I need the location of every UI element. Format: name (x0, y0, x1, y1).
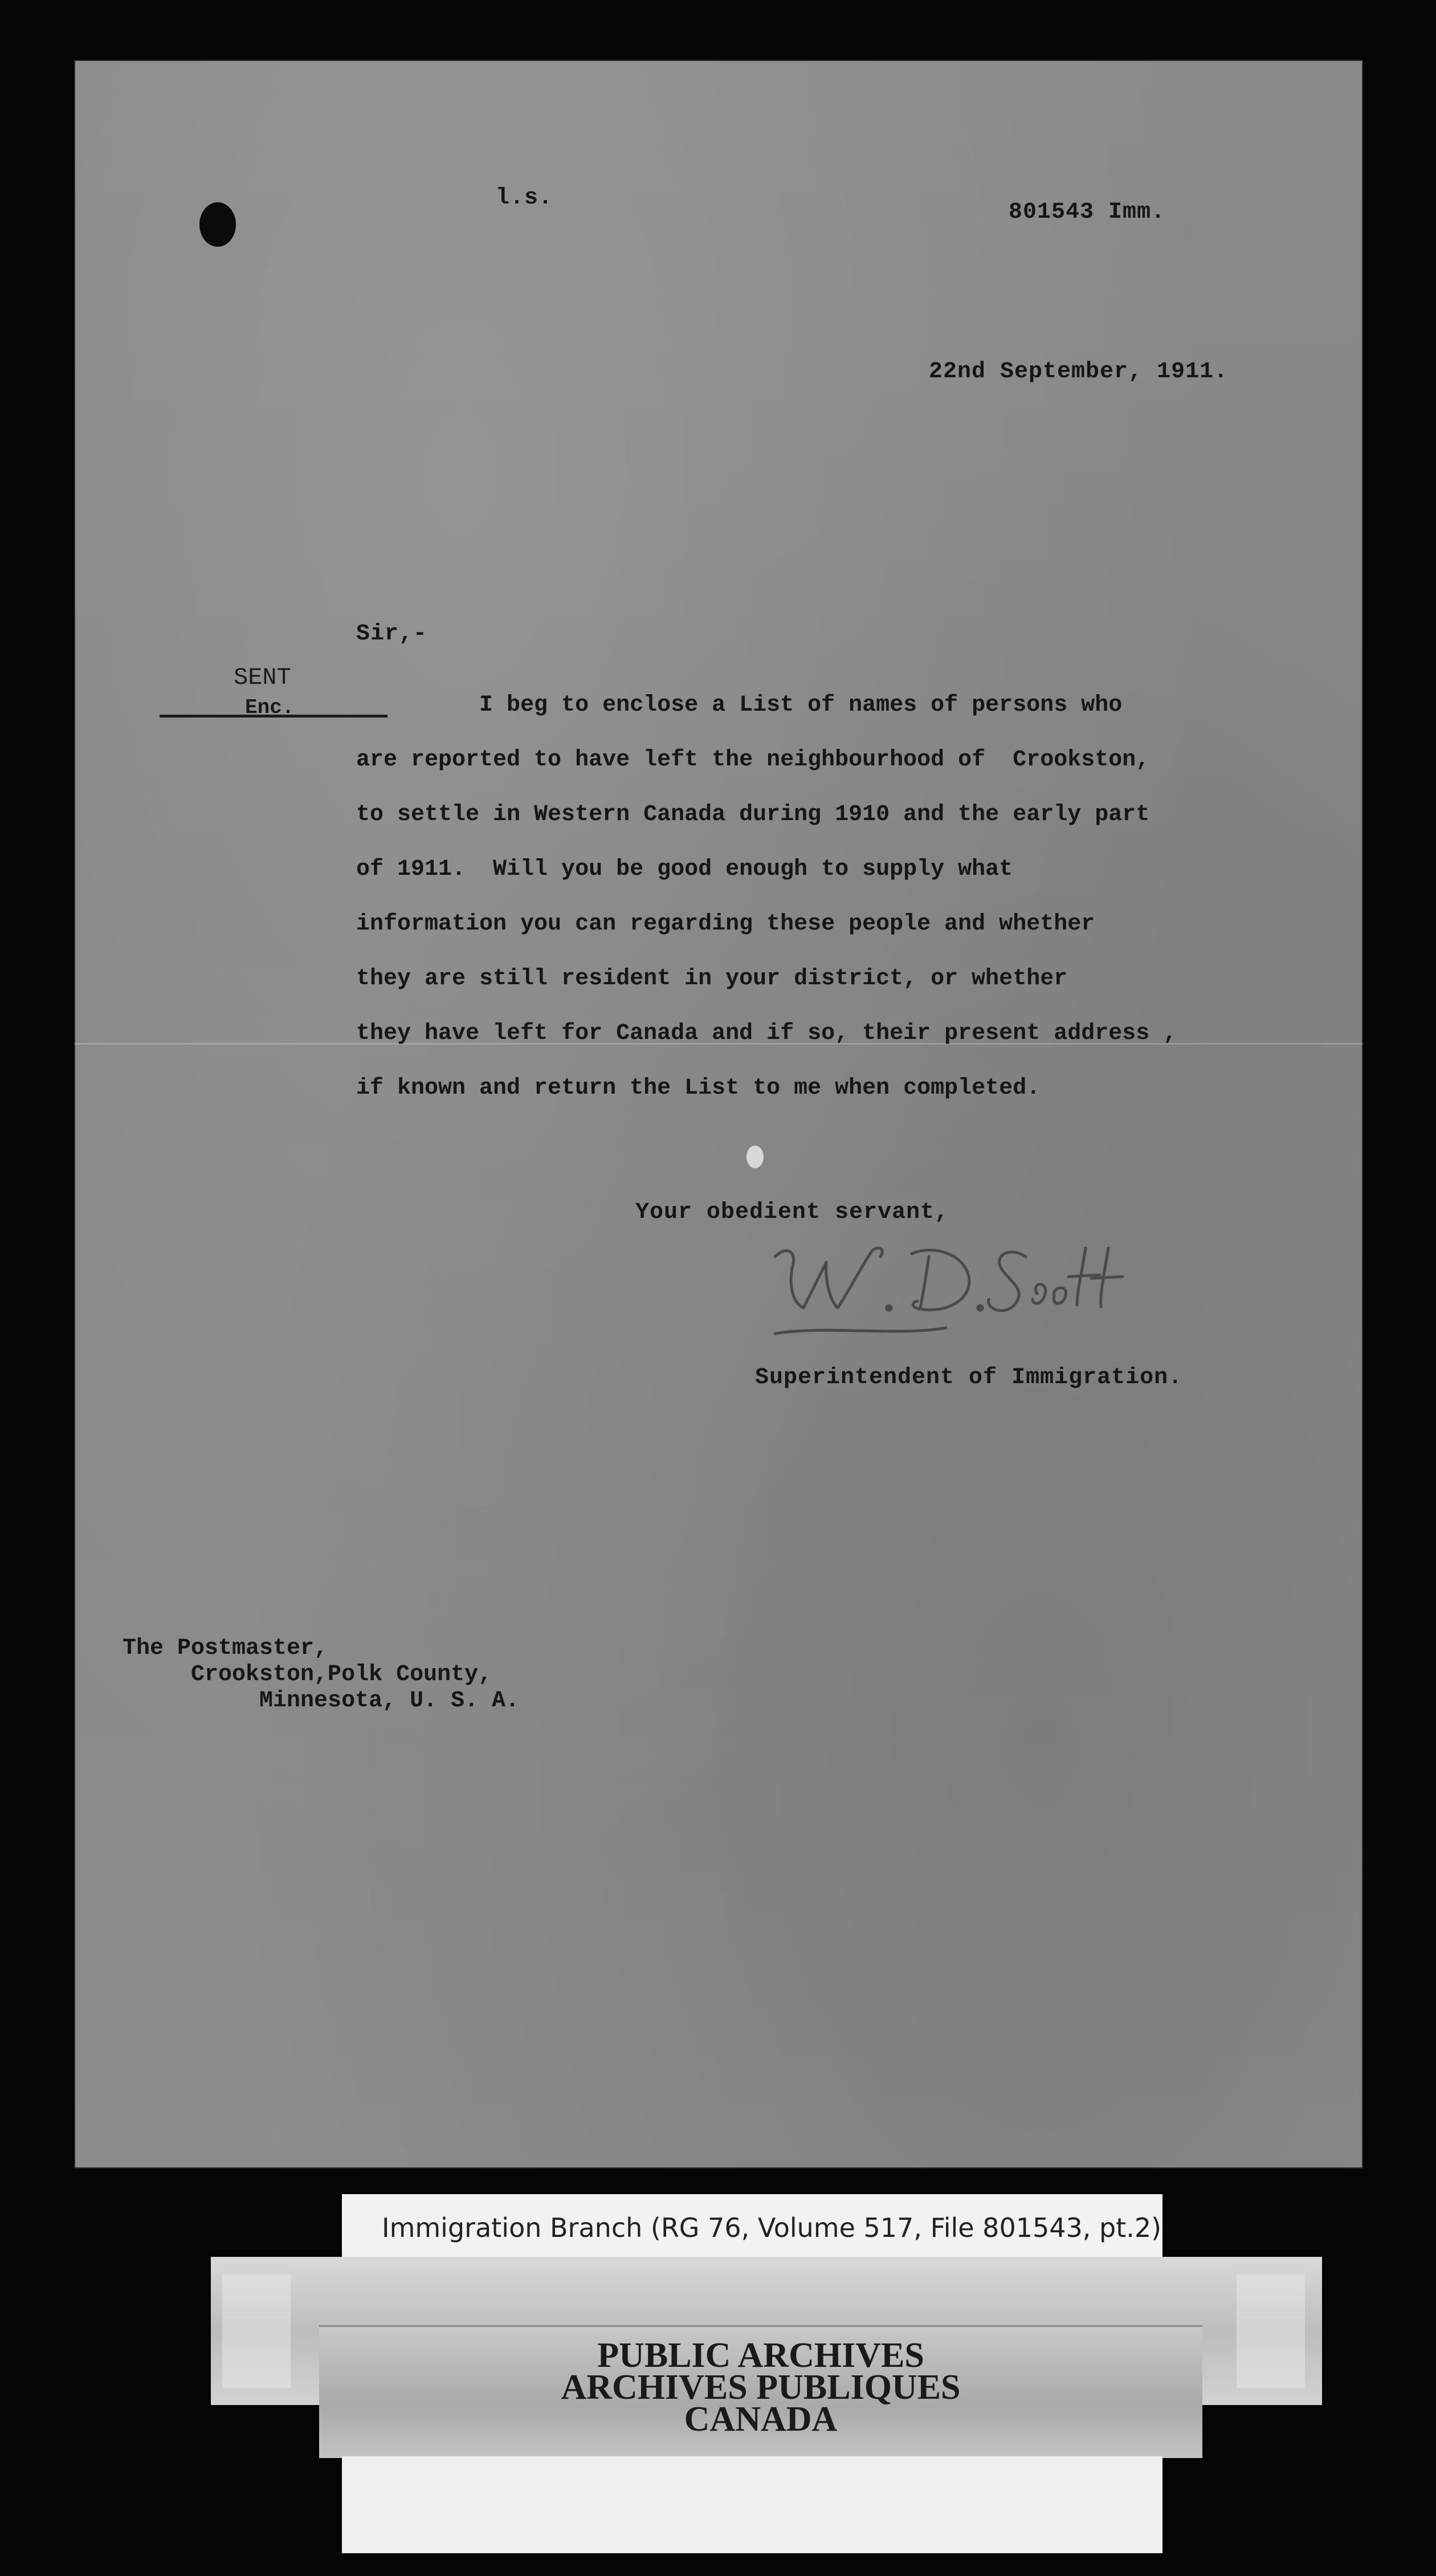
binding-edge (222, 2274, 291, 2388)
binding-edge (1237, 2274, 1305, 2388)
paper-spot (746, 1146, 764, 1168)
handwritten-signature (758, 1222, 1157, 1348)
body-line: are reported to have left the neighbourhood of Crookston, (356, 747, 1150, 773)
letter-body (356, 678, 1382, 1116)
sent-stamp-word: SENT (234, 664, 291, 691)
archive-bottom-card (342, 2456, 1162, 2553)
addressee-line: The Postmaster, (123, 1636, 328, 1661)
archive-line: PUBLIC ARCHIVES (597, 2336, 924, 2375)
salutation: Sir,- (356, 621, 428, 647)
body-line: of 1911. Will you be good enough to supply what (356, 857, 1013, 882)
punch-hole (199, 202, 236, 247)
addressee-block (123, 1636, 519, 1714)
body-line: if known and return the List to me when completed. (356, 1075, 1041, 1101)
letter-sheet (74, 60, 1363, 2169)
body-line: information you can regarding these people and whether (356, 911, 1095, 937)
body-line: I beg to enclose a List of names of persons who (356, 692, 1123, 718)
letter-date: 22nd September, 1911. (929, 359, 1229, 385)
sent-stamp (160, 664, 342, 718)
archive-caption: Immigration Branch (RG 76, Volume 517, File 801543, pt.2) (382, 2212, 1162, 2243)
archive-stamp-text (319, 2336, 1202, 2439)
addressee-line: Crookston,Polk County, (123, 1662, 492, 1688)
archive-stamp-label (319, 2325, 1202, 2458)
addressee-line: Minnesota, U. S. A. (123, 1688, 520, 1714)
archive-caption-card (342, 2194, 1162, 2265)
archive-line: ARCHIVES PUBLIQUES (561, 2368, 961, 2407)
signatory-title: Superintendent of Immigration. (755, 1365, 1183, 1391)
body-line: they are still resident in your district, or whether (356, 966, 1068, 992)
body-line: to settle in Western Canada during 1910 and the early part (356, 802, 1150, 828)
enclosure-note: Enc. (245, 696, 295, 719)
typist-initials: l.s. (496, 185, 553, 211)
closing: Your obedient servant, (635, 1200, 949, 1225)
file-reference: 801543 Imm. (1009, 199, 1166, 225)
archive-line: CANADA (684, 2400, 838, 2439)
body-line: they have left for Canada and if so, their present address , (356, 1021, 1177, 1046)
